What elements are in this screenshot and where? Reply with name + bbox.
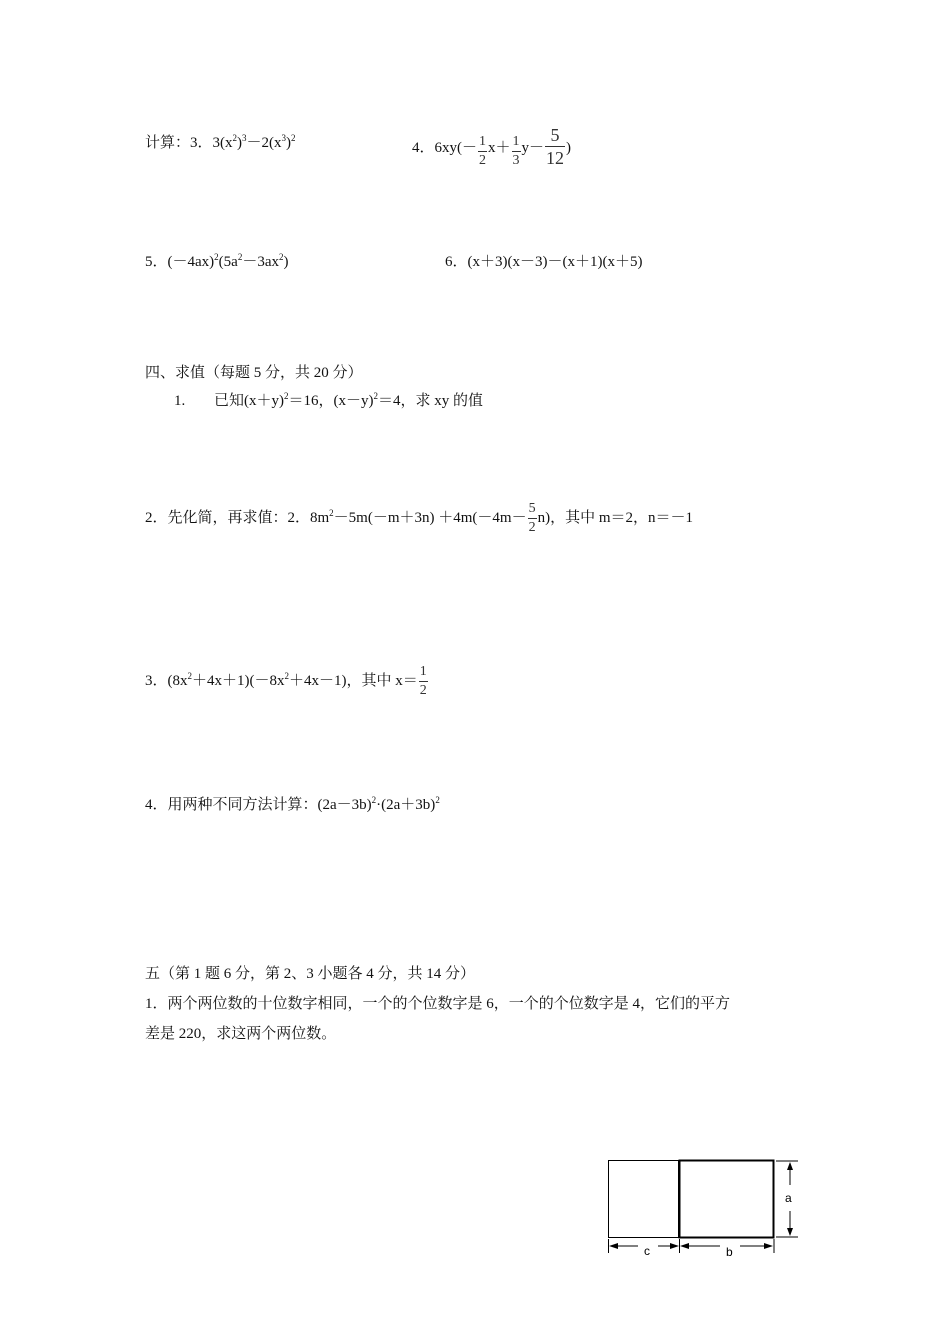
fraction-five-halves: $\frac{5}{2}$ (528, 501, 536, 536)
fraction-five-twelfths: $\frac{5}{12}$ (546, 125, 565, 168)
arrow-right-icon (670, 1243, 679, 1249)
rectangle-figure (600, 1155, 810, 1265)
fraction-one-half: $\frac{1}{2}$ (479, 134, 486, 168)
arrow-up-icon (787, 1162, 793, 1170)
problem-6: 6．(x＋3)(x－3)－(x＋1)(x＋5) (445, 254, 643, 270)
section-4-question-2: 2．先化简，再求值：2．$8m^2-5m(-m+3n) +4m(-4m-$ $\frac{5}{2}$ n)，其中 m＝2，n＝－1 (145, 501, 693, 536)
section-4-question-1: 1. 已知$(x+y)^2=16$，$(x-y)^2=4$，求 xy 的值 (174, 391, 484, 409)
label-a: a (785, 1191, 792, 1205)
label-c: c (644, 1244, 650, 1258)
problem-4: 4．6xy(－ $\frac{1}{2}$ x＋ $\frac{1}{3}$ y－ $\frac{5}{12}$ ) (412, 125, 572, 168)
section-4-title: 四、求值（每题 5 分，共 20 分） (145, 365, 363, 381)
arrow-right-icon (764, 1243, 773, 1249)
fraction-one-half: $\frac{1}{2}$ (419, 664, 427, 699)
section-4-question-4: 4．用两种不同方法计算：$(2a-3b)^2\cdot(2a+3b)^2$ (145, 795, 440, 813)
section-4-question-3: 3．$(8x^2+4x+1)(-8x^2+4x-1)$，其中 x＝ $\frac{1}{2}$ (145, 664, 427, 699)
rectangle-right (680, 1161, 774, 1238)
section-5-question-1-line-2: 差是 220，求这两个两位数。 (145, 1026, 337, 1042)
problem-5: 5．$(-4ax)^2(5a^2-3ax^2)$ (145, 252, 289, 270)
fraction-one-third: $\frac{1}{3}$ (512, 134, 520, 168)
section-5-question-1-line-1: 1．两个两位数的十位数字相同，一个的个位数字是 6，一个的个位数字是 4，它们的平方 (145, 996, 731, 1012)
arrow-left-icon (609, 1243, 618, 1249)
section-5-title: 五（第 1 题 6 分，第 2、3 小题各 4 分，共 14 分） (145, 966, 476, 982)
arrow-left-icon (680, 1243, 689, 1249)
label-b: b (726, 1245, 733, 1259)
rectangle-left (609, 1161, 679, 1238)
problem-3: 计算：3．$3(x^2)^3-2(x^3)^2$ (145, 133, 296, 151)
arrow-down-icon (787, 1228, 793, 1236)
